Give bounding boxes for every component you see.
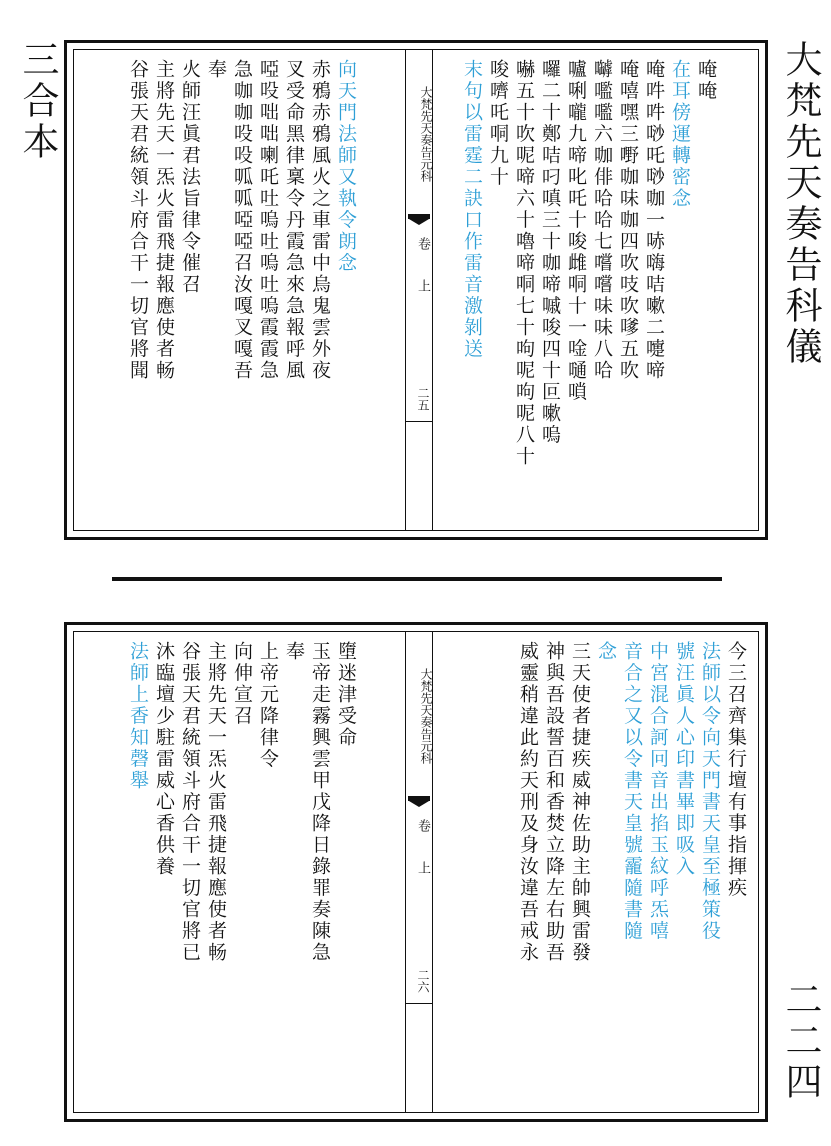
text-column: 沐臨壇少駐雷威心香供養 [153, 641, 175, 878]
text-column: 急咖咖吺吺呱呱啞啞召汝嘎叉嘎吾 [231, 59, 253, 382]
edition-label: 三合本 [16, 40, 59, 163]
spine-rule [406, 1003, 432, 1004]
text-column: 唵吽吽唦吒唦咖一哧嗨咭嗽二嚏啼 [643, 59, 665, 382]
text-column: 末句以雷霆二訣口作雷音激剝送 [461, 59, 483, 360]
bottom-page-frame [64, 622, 768, 1122]
spine-book-title: 大梵先天奏告元科 [419, 86, 433, 182]
page-number: 二二四 [779, 980, 822, 1103]
text-column: 谷張天君統領斗府合干一切官將聞 [127, 59, 149, 382]
spine-volume-part: 上 [415, 861, 430, 874]
text-column: 奉 [205, 59, 227, 81]
section-divider [112, 577, 722, 581]
text-column: 主將先天一炁火雷飛捷報應使者畅 [205, 641, 227, 964]
bottom-right-text-columns [445, 641, 745, 1105]
spine-rule [406, 421, 432, 422]
spine-volume-part: 上 [415, 279, 430, 292]
text-column: 唵嘻嘿三嘢咖味咖四吹吱吹嗲五吹 [617, 59, 639, 382]
text-column: 向伸宣召 [231, 641, 253, 727]
text-column: 念 [595, 641, 617, 663]
text-column: 嚧唎嚨九啼叱吒十唆雌哃十一唫嗵嗩 [565, 59, 587, 403]
text-column: 唵唵 [695, 59, 717, 102]
text-column: 上帝元降律令 [257, 641, 279, 770]
text-column: 玉帝走霧興雲甲戊降日錄罪奏陳急 [309, 641, 331, 964]
spine-volume: 卷 [415, 237, 430, 250]
text-column: 嚹嚂嚂六咖俳哈哈七嚐嚐味味八哈 [591, 59, 613, 382]
text-column: 向天門法師又執令朗念 [335, 59, 357, 274]
top-page-frame [64, 40, 768, 540]
text-column: 號汪眞人心印書畢即吸入 [673, 641, 695, 878]
text-column: 神與吾設誓百和香焚立降左右助吾 [543, 641, 565, 964]
bottom-left-text-columns [85, 641, 355, 1105]
fishtail-marker [406, 214, 432, 228]
text-column: 主將先天一炁火雷飛捷報應使者畅 [153, 59, 175, 382]
text-column: 唆嚌吒哃九十 [487, 59, 509, 188]
text-column: 囉二十鄭咭叼嗔三十咖啼嘁唆四十叵嗽嗚 [539, 59, 561, 446]
spine-book-title: 大梵先天奏告元科 [419, 668, 433, 764]
spine-page-number: 二六 [416, 969, 430, 993]
text-column: 谷張天君統領斗府合干一切官將已 [179, 641, 201, 964]
spine-volume: 卷 [415, 819, 430, 832]
text-column: 叉受命黑律稟令丹霞急來急報呼風 [283, 59, 305, 382]
text-column: 赤鴉赤鴉風火之車雷中烏鬼雲外夜 [309, 59, 331, 382]
text-column: 威靈稍違此約天刑及身汝違吾戒永 [517, 641, 539, 964]
text-column: 今三召齊集行壇有事指揮疾 [725, 641, 747, 899]
bottom-page-spine [405, 631, 433, 1113]
text-column: 中宮混合訶冋音出掐玉紋呼炁嘻 [647, 641, 669, 942]
fishtail-marker [406, 796, 432, 810]
text-column: 音合之又以令書天皇號靇隨書隨 [621, 641, 643, 942]
top-right-text-columns [445, 59, 715, 523]
text-column: 火師汪眞君法旨律令催召 [179, 59, 201, 296]
text-column: 奉 [283, 641, 305, 663]
top-page-spine [405, 49, 433, 531]
text-column: 法師上香知磬舉 [127, 641, 149, 792]
text-column: 墮迷津受命 [335, 641, 357, 749]
top-left-text-columns [85, 59, 355, 523]
text-column: 在耳傍運轉密念 [669, 59, 691, 210]
text-column: 嚇五十吹呢啼六十嚕啼哃七十呴呢呴呢八十 [513, 59, 535, 468]
text-column: 法師以令向天門書天皇至極策役 [699, 641, 721, 942]
text-column: 啞吺咄咄喇吒吐嗚吐嗚吐嗚霞霞急 [257, 59, 279, 382]
book-title-margin: 大梵先天奏告科儀 [779, 40, 822, 368]
text-column: 三天使者捷疾威神佐助主帥興雷發 [569, 641, 591, 964]
spine-page-number: 二五 [416, 387, 430, 411]
